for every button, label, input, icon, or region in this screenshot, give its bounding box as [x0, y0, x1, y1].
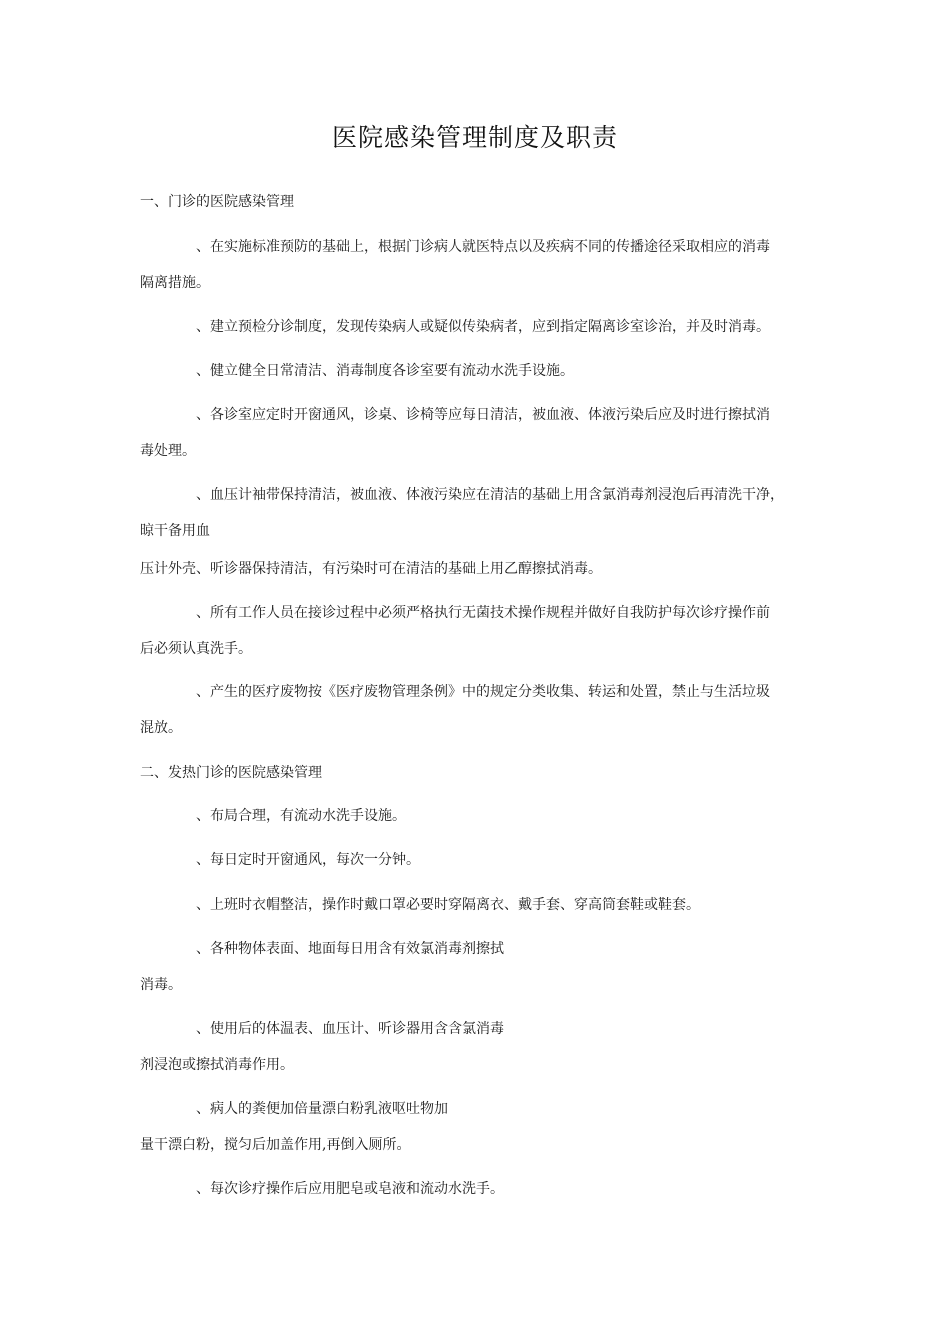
paragraph-line: 、产生的医疗废物按《医疗废物管理条例》中的规定分类收集、转运和处置，禁止与生活垃圾: [196, 684, 770, 700]
paragraph-line: 、建立预检分诊制度，发现传染病人或疑似传染病者，应到指定隔离诊室诊治，并及时消毒。: [196, 319, 770, 335]
paragraph-line: 、在实施标准预防的基础上，根据门诊病人就医特点以及疾病不同的传播途径采取相应的消毒: [196, 239, 770, 255]
paragraph-line: 量干漂白粉，搅匀后加盖作用,再倒入厕所。: [140, 1137, 411, 1153]
paragraph-line: 后必须认真洗手。: [140, 641, 252, 657]
paragraph-line: 、每次诊疗操作后应用肥皂或皂液和流动水洗手。: [196, 1181, 504, 1197]
paragraph-line: 隔离措施。: [140, 275, 210, 291]
paragraph-line: 、每日定时开窗通风，每次一分钟。: [196, 852, 420, 868]
paragraph-line: 毒处理。: [140, 443, 196, 459]
paragraph-line: 、各诊室应定时开窗通风，诊桌、诊椅等应每日清洁，被血液、体液污染后应及时进行擦拭消: [196, 407, 770, 423]
paragraph-line: 混放。: [140, 720, 182, 736]
paragraph-line: 、病人的粪便加倍量漂白粉乳液呕吐物加: [196, 1101, 448, 1117]
paragraph-line: 、血压计袖带保持清洁，被血液、体液污染应在清洁的基础上用含氯消毒剂浸泡后再清洗干净，: [196, 487, 784, 503]
paragraph-line: 、所有工作人员在接诊过程中必须严格执行无菌技术操作规程并做好自我防护每次诊疗操作前: [196, 605, 770, 621]
paragraph-line: 、各种物体表面、地面每日用含有效氯消毒剂擦拭: [196, 941, 504, 957]
paragraph-line: 、布局合理，有流动水洗手设施。: [196, 808, 406, 824]
paragraph-line: 、使用后的体温表、血压计、听诊器用含含氯消毒: [196, 1021, 504, 1037]
paragraph-line: 压计外壳、听诊器保持清洁，有污染时可在清洁的基础上用乙醇擦拭消毒。: [140, 561, 602, 577]
paragraph-line: 剂浸泡或擦拭消毒作用。: [140, 1057, 294, 1073]
paragraph-line: 、健立健全日常清洁、消毒制度各诊室要有流动水洗手设施。: [196, 363, 574, 379]
section-heading-outpatient: 一、门诊的医院感染管理: [140, 194, 294, 210]
paragraph-line: 晾干备用血: [140, 523, 210, 539]
section-heading-fever-clinic: 二、发热门诊的医院感染管理: [140, 765, 322, 781]
paragraph-line: 、上班时衣帽整洁，操作时戴口罩必要时穿隔离衣、戴手套、穿高筒套鞋或鞋套。: [196, 897, 700, 913]
paragraph-line: 消毒。: [140, 977, 182, 993]
document-title: 医院感染管理制度及职责: [331, 123, 618, 152]
